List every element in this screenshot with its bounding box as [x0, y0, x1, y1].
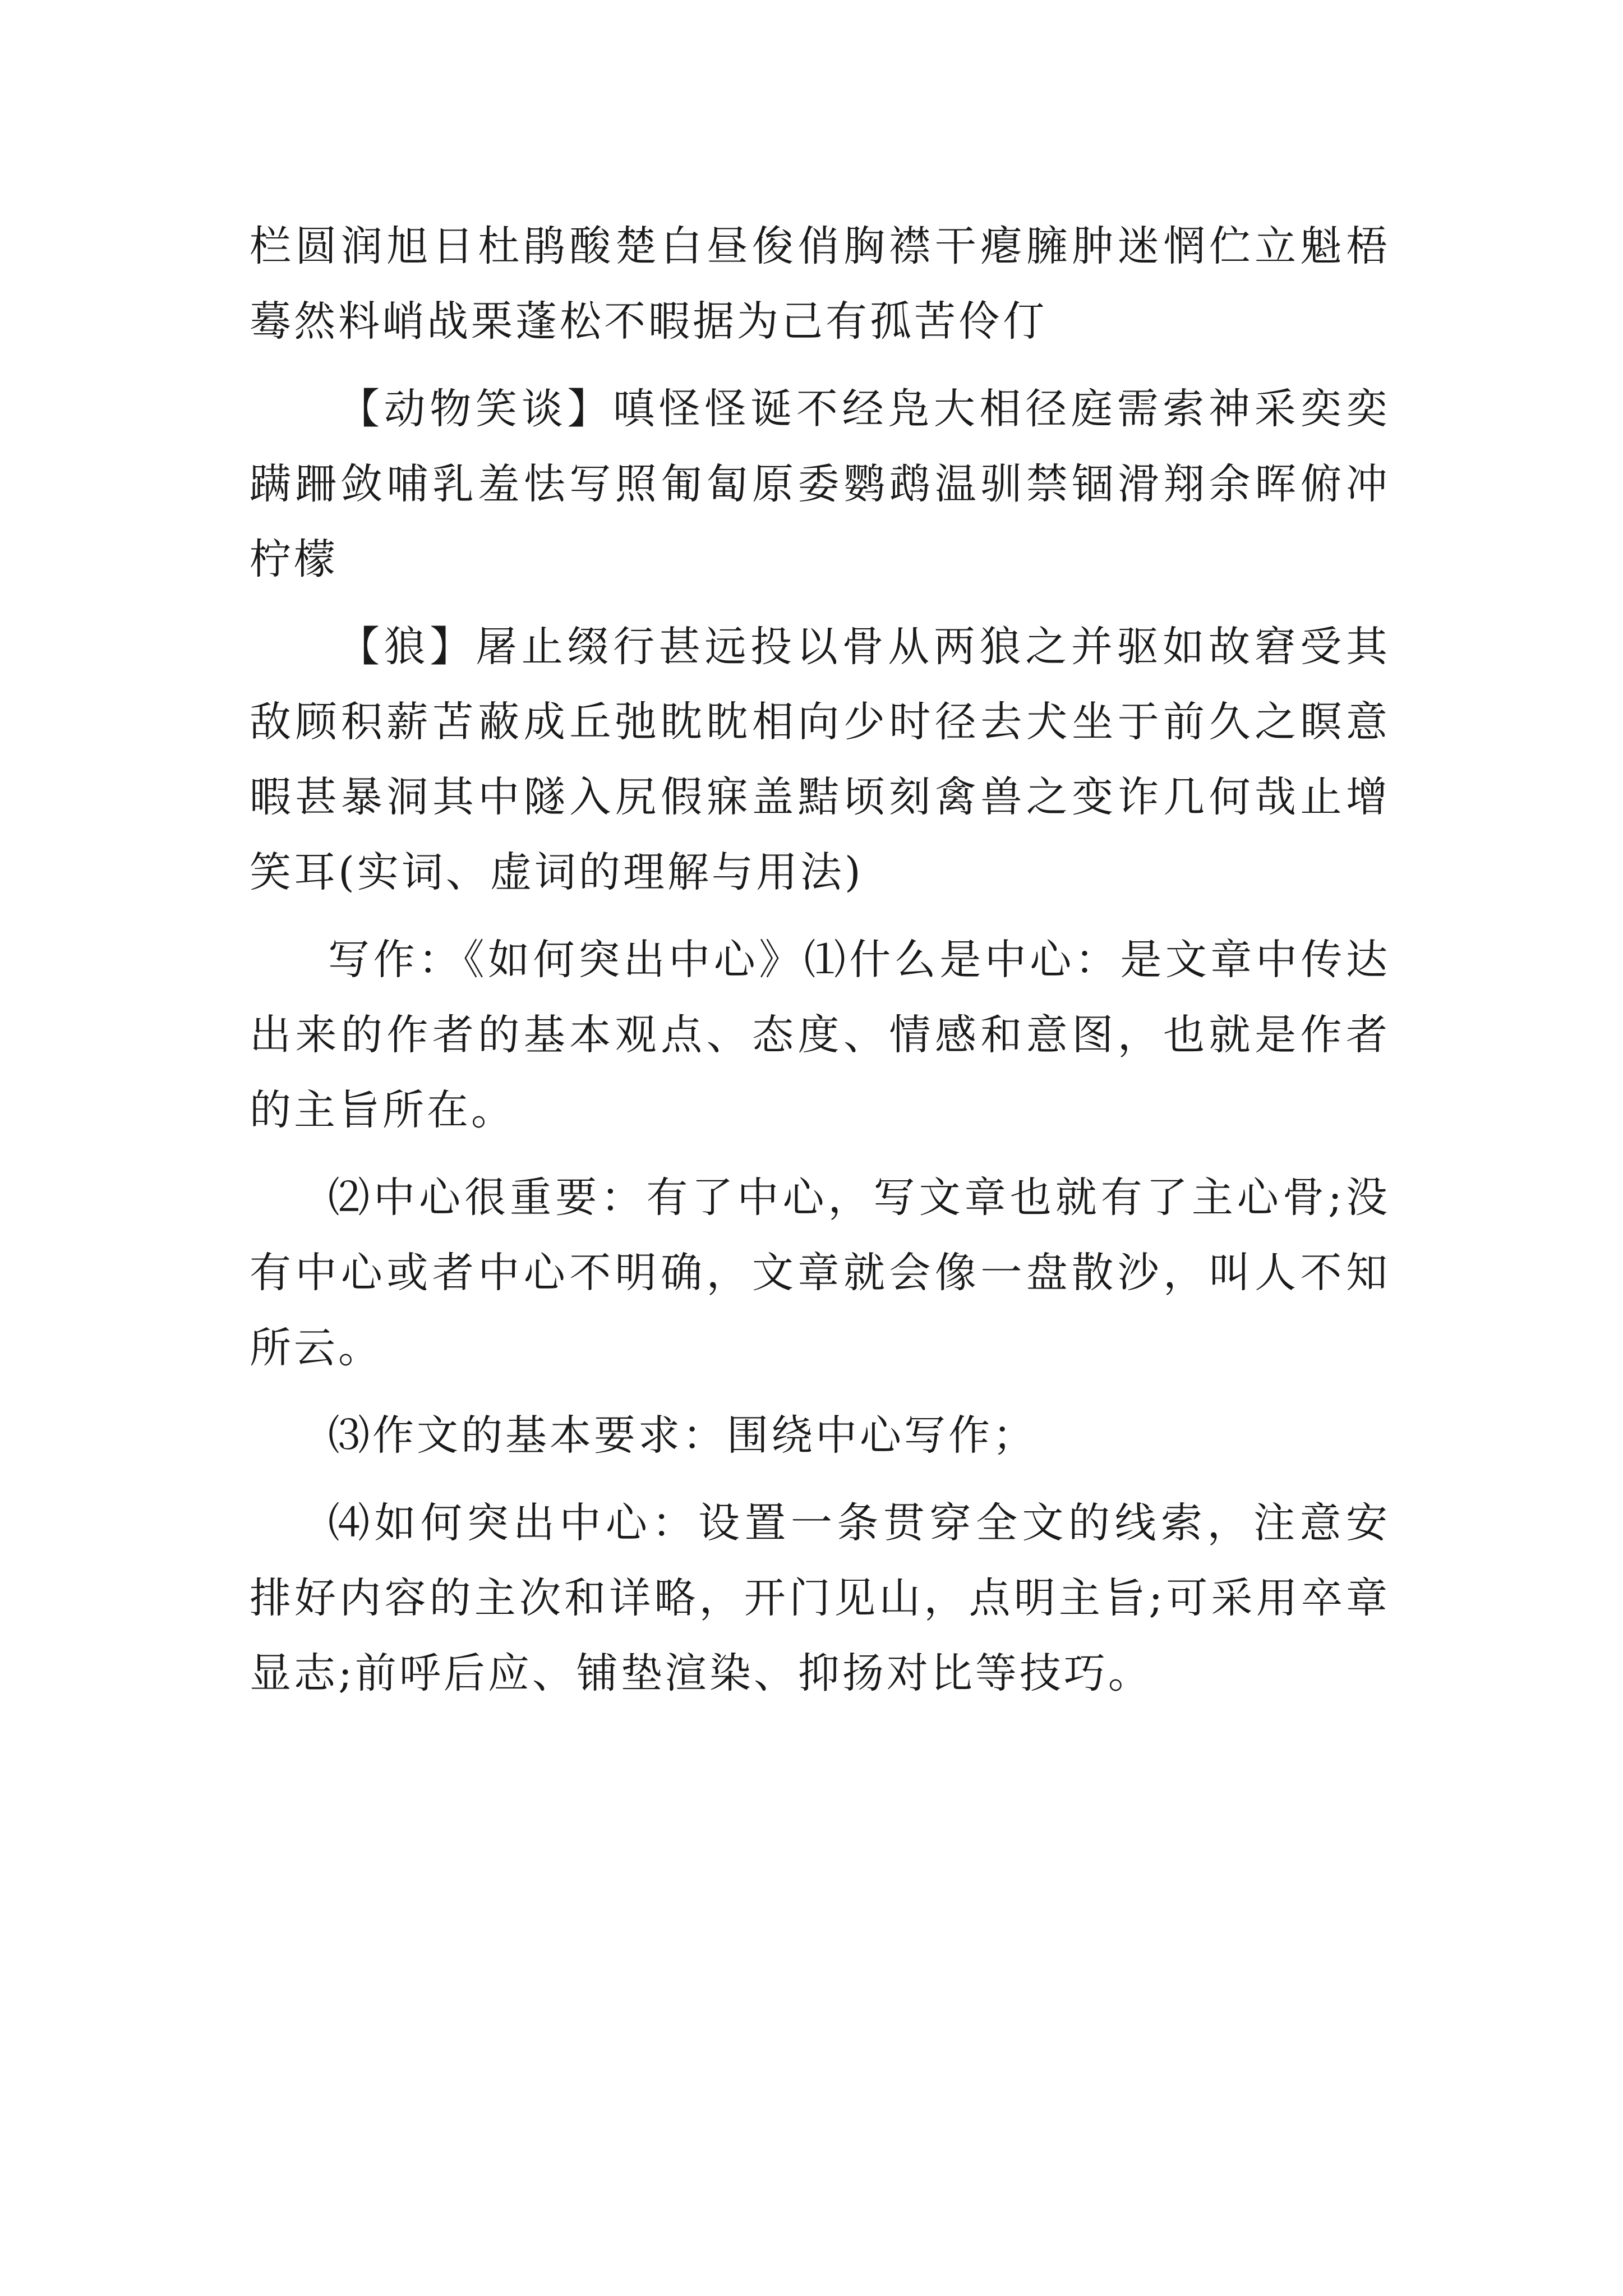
writing-paragraph-point-3: ⑶作文的基本要求：围绕中心写作； — [328, 1411, 1037, 1460]
writing-paragraph-intro: 写作：《如何突出中心》⑴什么是中心：是文章中传达出来的作者的基本观点、态度、情感和意图，也就是作者的主旨所在。 — [250, 936, 1390, 1134]
writing-paragraph-point-2: ⑵中心很重要：有了中心，写文章也就有了主心骨;没有中心或者中心不明确，文章就会像一盘散沙，叫人不知所云。 — [250, 1174, 1390, 1372]
vocabulary-paragraph-animal-jokes: 【动物笑谈】嗔怪怪诞不经凫大相径庭需索神采奕奕蹒跚敛哺乳羞怯写照匍匐原委鹦鹉温驯禁锢滑翔余晖俯冲柠檬 — [250, 385, 1390, 583]
writing-paragraph-point-4: ⑷如何突出中心：设置一条贯穿全文的线索，注意安排好内容的主次和详略，开门见山，点明主旨;可采用卒章显志;前呼后应、铺垫渲染、抑扬对比等技巧。 — [250, 1499, 1390, 1697]
document-body — [250, 209, 1390, 1723]
vocabulary-paragraph-wolf: 【狼】屠止缀行甚远投以骨从两狼之并驱如故窘受其敌顾积薪苫蔽成丘弛眈眈相向少时径去犬坐于前久之瞑意暇甚暴洞其中隧入尻假寐盖黠顷刻禽兽之变诈几何哉止增笑耳(实词、虚词的理解与用法) — [250, 623, 1390, 896]
vocabulary-paragraph-1: 栏圆润旭日杜鹃酸楚白昼俊俏胸襟干瘪臃肿迷惘伫立魁梧蓦然料峭战栗蓬松不暇据为己有孤苦伶仃 — [250, 222, 1390, 346]
